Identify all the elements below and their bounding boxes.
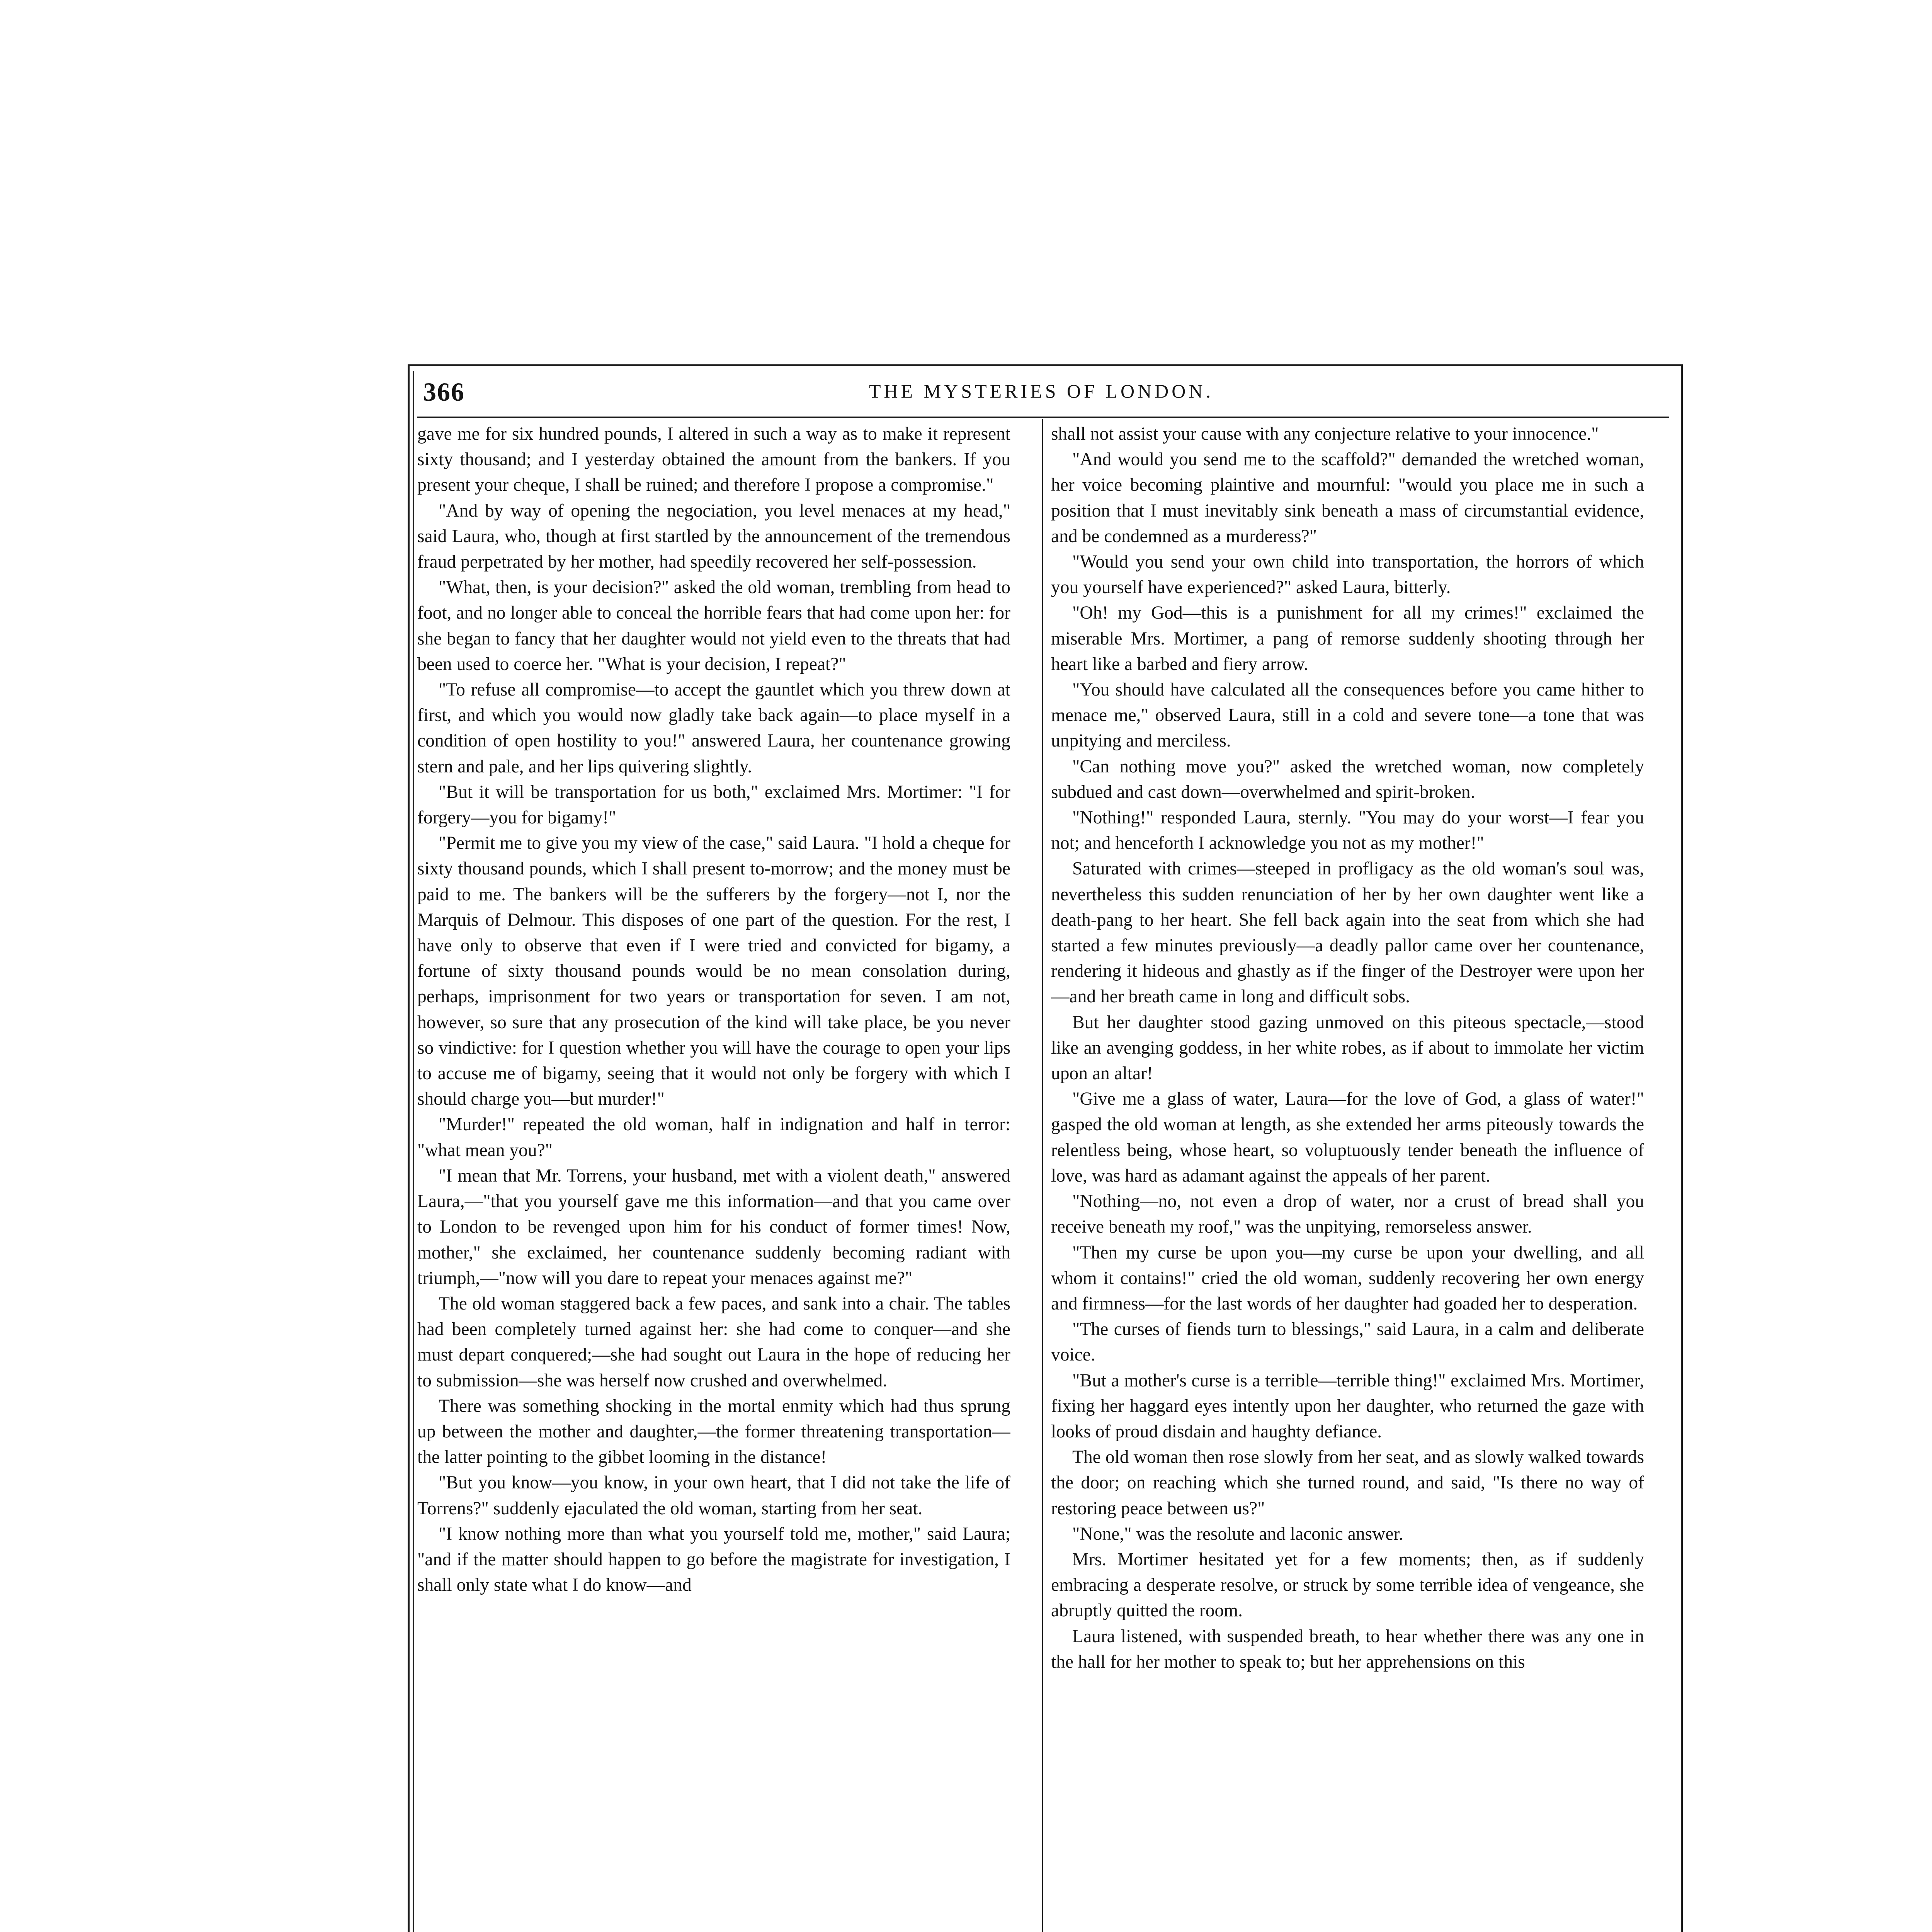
paragraph: Laura listened, with suspended breath, to hear whether there was any one in the hall for her mother to speak to; but her apprehensions on this [1051,1626,1644,1672]
paragraph: But her daughter stood gazing unmoved on this piteous spectacle,—stood like an avenging goddess, in her white robes, as if about to immolate her victim upon an altar! [1051,1012,1644,1084]
paragraph: "But you know—you know, in your own heart, that I did not take the life of Torrens?" suddenly ejaculated the old woman, starting from her seat. [417,1473,1010,1519]
paragraph: "And by way of opening the negociation, you level menaces at my head," said Laura, who, though at first startled by the announcement of the tremendous fraud perpetrated by her mother, had speedily recovered her self-possession. [417,500,1010,572]
paragraph: "But a mother's curse is a terrible—terrible thing!" exclaimed Mrs. Mortimer, fixing her haggard eyes intently upon her daughter, who returned the gaze with looks of proud disdain and haughty defiance. [1051,1370,1644,1442]
paragraph: "Oh! my God—this is a punishment for all my crimes!" exclaimed the miserable Mrs. Mortimer, a pang of remorse suddenly shooting through her heart like a barbed and fiery arrow. [1051,603,1644,674]
paragraph: shall not assist your cause with any conjecture relative to your innocence." [1051,424,1599,444]
paragraph: "Nothing—no, not even a drop of water, nor a crust of bread shall you receive beneath my roof," was the unpitying, remorseless answer. [1051,1191,1644,1237]
paragraph: "Permit me to give you my view of the case," said Laura. "I hold a cheque for sixty thousand pounds, which I shall present to-morrow; and the money must be paid to me. The bankers will be the sufferers by the forgery—not I, nor the Marquis of Delmour. This disposes of one part of the question. For the rest, I have only to observe that even if I were tried and convicted for bigamy, a fortune of sixty thousand pounds would be no mean consolation during, perhaps, imprisonment for two years or transportation for seven. I am not, however, so sure that any prosecution of the kind will take place, be you never so vindictive: for I question whether you will have the courage to open your lips to accuse me of bigamy, seeing that it would not only be forgery with which I should charge you—but murder!" [417,833,1010,1109]
paragraph: "Nothing!" responded Laura, sternly. "You may do your worst—I fear you not; and henceforth I acknowledge you not as my mother!" [1051,808,1644,854]
paragraph: "And would you send me to the scaffold?" demanded the wretched woman, her voice becoming plaintive and mournful: "would you place me in such a position that I must inevitably sink beneath a mass of circumstantial evidence, and be condemned as a murderess?" [1051,449,1644,546]
paragraph: Mrs. Mortimer hesitated yet for a few moments; then, as if suddenly embracing a desperate resolve, or struck by some terrible idea of vengeance, she abruptly quitted the room. [1051,1549,1644,1621]
paragraph: The old woman staggered back a few paces, and sank into a chair. The tables had been completely turned against her: she had come to conquer—and she must depart conquered;—she had sought out Laura in the hope of reducing her to submission—she was herself now crushed and overwhelmed. [417,1293,1010,1391]
paragraph: There was something shocking in the mortal enmity which had thus sprung up between the mother and daughter,—the former threatening transportation—the latter pointing to the gibbet looming in the distance! [417,1396,1010,1468]
paragraph: "Can nothing move you?" asked the wretched woman, now completely subdued and cast down—overwhelmed and spirit-broken. [1051,756,1644,802]
header-rule [417,417,1669,418]
paragraph: "Give me a glass of water, Laura—for the love of God, a glass of water!" gasped the old woman at length, as she extended her arms piteously towards the relentless being, whose heart, so voluptuously tender beneath the influence of love, was hard as adamant against the appeals of her parent. [1051,1089,1644,1186]
paragraph: "Would you send your own child into transportation, the horrors of which you yourself have experienced?" asked Laura, bitterly. [1051,552,1644,598]
paragraph: "The curses of fiends turn to blessings," said Laura, in a calm and deliberate voice. [1051,1319,1644,1365]
paragraph: "You should have calculated all the consequences before you came hither to menace me," observed Laura, still in a cold and severe tone—a tone that was unpitying and merciless. [1051,680,1644,751]
paragraph: "I know nothing more than what you yourself told me, mother," said Laura; "and if the matter should happen to go before the magistrate for investigation, I shall only state what I do know—and [417,1524,1010,1595]
page-header [417,377,1665,413]
column-divider [1042,419,1043,1932]
paragraph: The old woman then rose slowly from her seat, and as slowly walked towards the door; on reaching which she turned round, and said, "Is there no way of restoring peace between us?" [1051,1447,1644,1519]
page-number: 366 [423,377,465,406]
paragraph: "Murder!" repeated the old woman, half in indignation and half in terror: "what mean you?" [417,1114,1010,1160]
paragraph: "I mean that Mr. Torrens, your husband, met with a violent death," answered Laura,—"that you yourself gave me this information—and that you came over to London to be revenged upon him for his conduct of former times! Now, mother," she exclaimed, her countenance suddenly becoming radiant with triumph,—"now will you dare to repeat your menaces against me?" [417,1165,1010,1288]
right-text-column [1051,421,1644,1932]
paragraph: "But it will be transportation for us both," exclaimed Mrs. Mortimer: "I for forgery—you for bigamy!" [417,782,1010,828]
paragraph: "Then my curse be upon you—my curse be upon your dwelling, and all whom it contains!" cried the old woman, suddenly recovering her own energy and firmness—for the last words of her daughter had goaded her to desperation. [1051,1242,1644,1314]
paragraph: "To refuse all compromise—to accept the gauntlet which you threw down at first, and which you would now gladly take back again—to place myself in a condition of open hostility to you!" answered Laura, her countenance growing stern and pale, and her lips quivering slightly. [417,680,1010,777]
paragraph: "None," was the resolute and laconic answer. [1072,1524,1403,1544]
paragraph: Saturated with crimes—steeped in profligacy as the old woman's soul was, nevertheless this sudden renunciation of her by her own daughter went like a death-pang to her heart. She fell back again into the seat from which she had started a few minutes previously—a deadly pallor came over her countenance, rendering it hideous and ghastly as if the finger of the Destroyer were upon her—and her breath came in long and difficult sobs. [1051,859,1644,1007]
running-title: THE MYSTERIES OF LONDON. [869,380,1214,402]
paragraph: "What, then, is your decision?" asked the old woman, trembling from head to foot, and no longer able to conceal the horrible fears that had come upon her: for she began to fancy that her daughter would not yield even to the threats that had been used to coerce her. "What is your decision, I repeat?" [417,577,1010,674]
left-text-column [417,421,1010,1932]
paragraph: gave me for six hundred pounds, I altered in such a way as to make it represent sixty thousand; and I yesterday obtained the amount from the bankers. If you present your cheque, I shall be ruined; and therefore I propose a compromise." [417,424,1010,495]
